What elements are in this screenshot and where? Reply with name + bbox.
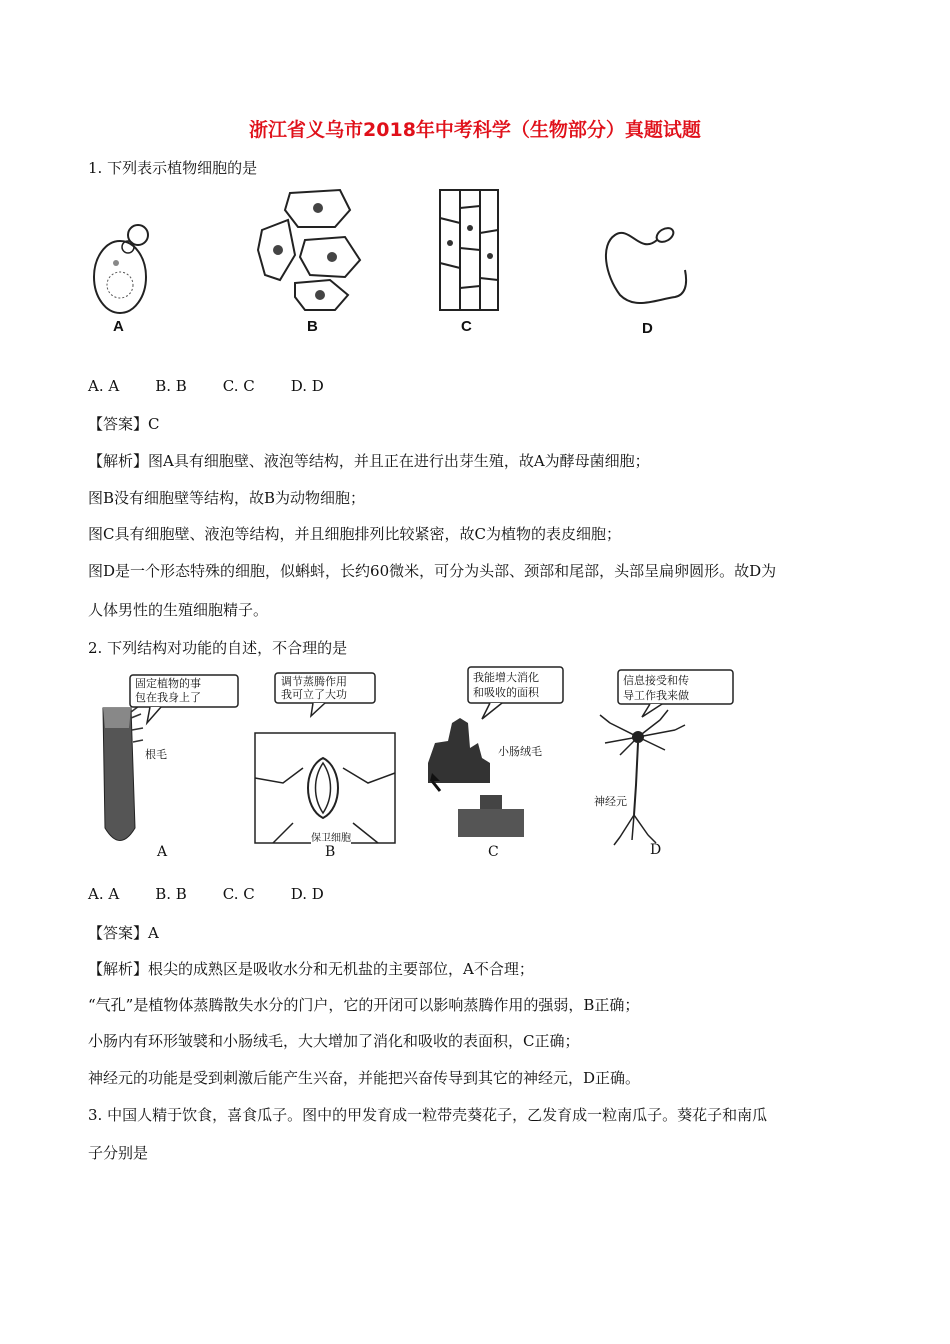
q2-a-letter: A bbox=[157, 844, 168, 860]
q2-answer: 【答案】A bbox=[88, 924, 159, 942]
q2-explanation-1: 【解析】根尖的成熟区是吸收水分和无机盐的主要部位，A不合理； bbox=[88, 960, 534, 978]
q1-figure-b bbox=[250, 185, 375, 319]
q2-a-label: 根毛 bbox=[145, 748, 167, 761]
q1-label-a: A bbox=[113, 318, 124, 335]
sperm-cell-image bbox=[600, 215, 695, 310]
q1-options bbox=[88, 377, 360, 395]
q2-explanation-4: 神经元的功能是受到刺激后能产生兴奋，并能把兴奋传导到其它的神经元，D正确。 bbox=[88, 1069, 641, 1087]
q2-option-c[interactable]: C. C bbox=[222, 885, 255, 903]
q2-c-bubble: 我能增大消化 和吸收的面积 bbox=[473, 671, 539, 699]
q2-option-b[interactable]: B. B bbox=[155, 885, 187, 903]
q1-label-d: D bbox=[642, 320, 653, 337]
q1-stem: 1. 下列表示植物细胞的是 bbox=[88, 159, 258, 177]
q2-option-a[interactable]: A. A bbox=[88, 885, 120, 903]
q1-option-b[interactable]: B. B bbox=[155, 377, 187, 395]
q2-figure-c bbox=[420, 663, 570, 863]
q2-d-letter: D bbox=[650, 842, 662, 858]
q3-stem-2: 子分别是 bbox=[88, 1144, 149, 1162]
q1-explanation-4: 图D是一个形态特殊的细胞，似蝌蚪，长约60微米，可分为头部、颈部和尾部，头部呈扁卵圆形。故D为 bbox=[88, 562, 777, 580]
q2-stem: 2. 下列结构对功能的自述，不合理的是 bbox=[88, 639, 348, 657]
q1-answer: 【答案】C bbox=[88, 415, 160, 433]
q1-option-d[interactable]: D. D bbox=[290, 377, 324, 395]
yeast-cell-image bbox=[88, 215, 158, 315]
q1-explanation-3: 图C具有细胞壁、液泡等结构，并且细胞排列比较紧密，故C为植物的表皮细胞； bbox=[88, 525, 621, 543]
q1-explanation-2: 图B没有细胞壁等结构，故B为动物细胞； bbox=[88, 489, 366, 507]
q1-figure-a bbox=[88, 215, 158, 319]
q2-a-bubble: 固定植物的事 包在我身上了 bbox=[135, 677, 201, 704]
q2-figure-b bbox=[253, 668, 403, 863]
q1-explanation-1: 【解析】图A具有细胞壁、液泡等结构，并且正在进行出芽生殖，故A为酵母菌细胞； bbox=[88, 452, 650, 470]
q2-options bbox=[88, 885, 360, 903]
q1-figure-c bbox=[435, 188, 505, 317]
q3-stem-1: 3. 中国人精于饮食，喜食瓜子。图中的甲发育成一粒带壳葵花子，乙发育成一粒南瓜子。葵花子和南瓜 bbox=[88, 1106, 768, 1124]
q2-d-bubble: 信息接受和传 导工作我来做 bbox=[623, 674, 689, 702]
q1-label-b: B bbox=[307, 318, 318, 335]
q1-figure-d bbox=[600, 215, 695, 314]
animal-cells-image bbox=[250, 185, 375, 315]
q1-option-c[interactable]: C. C bbox=[222, 377, 255, 395]
plant-cells-image bbox=[435, 188, 505, 313]
q2-c-letter: C bbox=[488, 844, 499, 860]
q1-option-a[interactable]: A. A bbox=[88, 377, 120, 395]
q2-b-bubble: 调节蒸腾作用 我可立了大功 bbox=[281, 675, 347, 701]
q2-d-label: 神经元 bbox=[594, 795, 627, 808]
q2-c-label: 小肠绒毛 bbox=[498, 745, 542, 758]
q2-figure-a bbox=[95, 668, 245, 863]
q1-label-c: C bbox=[461, 318, 472, 335]
q2-b-label: 保卫细胞 bbox=[311, 829, 351, 844]
q2-figure-d bbox=[590, 665, 740, 863]
q2-option-d[interactable]: D. D bbox=[290, 885, 324, 903]
q2-explanation-3: 小肠内有环形皱襞和小肠绒毛，大大增加了消化和吸收的表面积，C正确； bbox=[88, 1032, 580, 1050]
page-title: 浙江省义乌市2018年中考科学（生物部分）真题试题 bbox=[249, 119, 701, 141]
q2-b-letter: B bbox=[325, 844, 336, 860]
q2-explanation-2: “气孔”是植物体蒸腾散失水分的门户，它的开闭可以影响蒸腾作用的强弱，B正确； bbox=[88, 996, 640, 1014]
q1-explanation-5: 人体男性的生殖细胞精子。 bbox=[88, 601, 269, 619]
